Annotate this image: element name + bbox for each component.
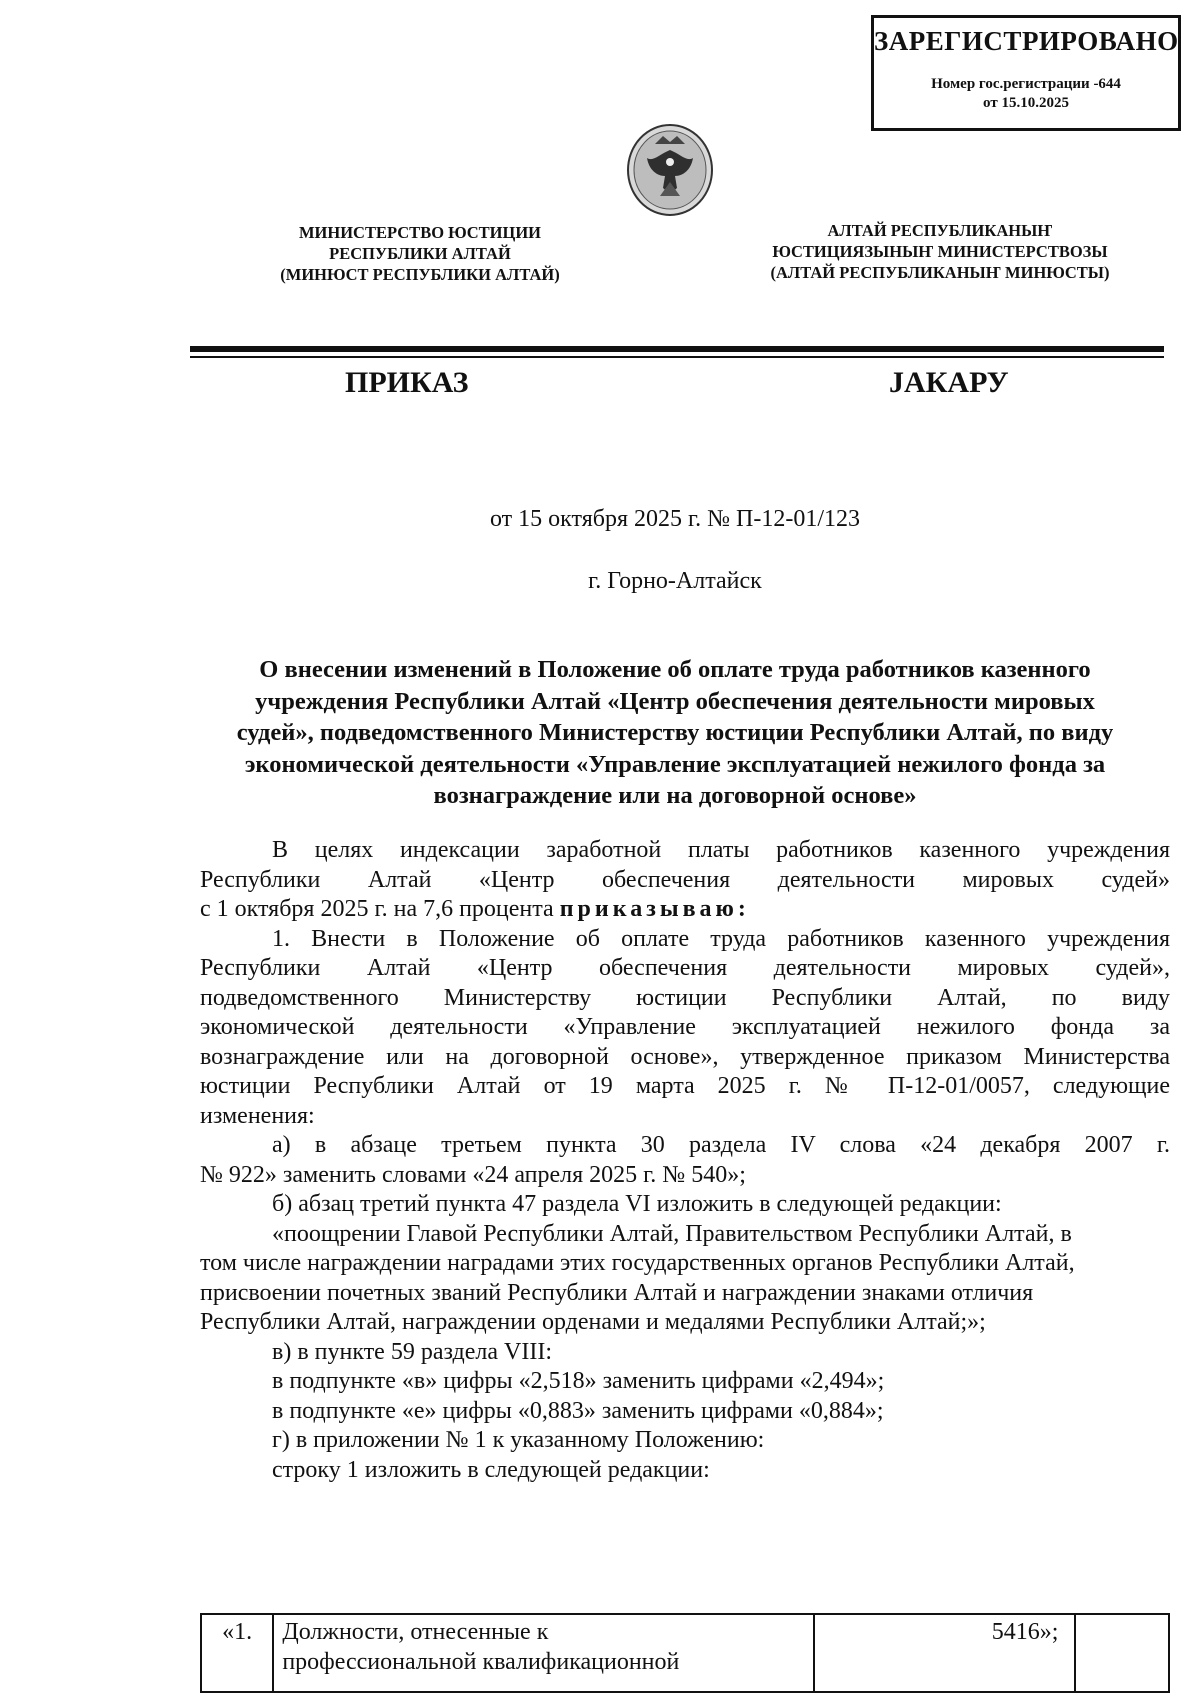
title-line: судей», подведомственного Министерству юстиции Республики Алтай, по виду [236,719,1114,746]
body-line: в) в пункте 59 раздела VIII: [272,1338,552,1365]
body-line: подведомственного Министерству юстиции Республики Алтай, по виду [200,984,1170,1011]
body-line: г) в приложении № 1 к указанному Положению: [272,1427,765,1453]
title-line: О внесении изменений в Положение об оплате труда работников казенного [259,656,1091,683]
header-divider [190,346,1164,352]
body-line: Республики Алтай, награждении орденами и медалями Республики Алтай;»; [200,1309,986,1335]
amendment-table [200,1613,1170,1693]
order-directive: приказываю: [559,896,750,922]
stamp-registration-number: Номер гос.регистрации -644 [931,76,1121,92]
body-line: № 922» заменить словами «24 апреля 2025 г. № 540»; [200,1161,746,1188]
table-cell-value: 5416»; [814,1614,1076,1692]
order-title-altai: JАКАРУ [889,366,1009,399]
table-cell-line: профессиональной квалификационной [282,1649,680,1675]
registration-stamp [871,15,1181,131]
title-line: экономической деятельности «Управление эксплуатацией нежилого фонда за [244,750,1106,778]
order-city: г. Горно-Алтайск [588,568,762,594]
body-line: экономической деятельности «Управление эксплуатацией нежилого фонда за [200,1014,1170,1040]
ministry-header-line: АЛТАЙ РЕСПУБЛИКАНЫҤ [827,221,1053,240]
document-body [200,836,1170,1485]
body-line: Республики Алтай «Центр обеспечения деятельности мировых судей», [200,955,1170,981]
header-divider [190,356,1164,358]
order-date-number: от 15 октября 2025 г. № П-12-01/123 [490,506,860,532]
stamp-registration-date: от 15.10.2025 [983,95,1069,111]
ministry-header-line: ЮСТИЦИЯЗЫНЫҤ МИНИСТЕРСТВОЗЫ [772,242,1108,261]
table-row [201,1614,1169,1692]
body-line: 1. Внести в Положение об оплате труда работников казенного учреждения [272,925,1170,952]
body-line: присвоении почетных званий Республики Алтай и награждении знаками отличия [200,1279,1034,1306]
republic-altai-coat-of-arms-icon [625,122,715,218]
ministry-header-altai [740,220,1140,283]
body-line: Республики Алтай «Центр обеспечения деятельности мировых судей» [200,866,1170,893]
ministry-header-line: РЕСПУБЛИКИ АЛТАЙ [329,244,511,263]
body-line: В целях индексации заработной платы работников казенного учреждения [272,837,1170,863]
document-title [200,654,1150,812]
body-line: «поощрении Главой Республики Алтай, Правительством Республики Алтай, в [272,1220,1072,1247]
ministry-header-line: (МИНЮСТ РЕСПУБЛИКИ АЛТАЙ) [280,265,560,284]
ministry-header-line: МИНИСТЕРСТВО ЮСТИЦИИ [298,223,541,242]
body-line: в подпункте «в» цифры «2,518» заменить цифрами «2,494»; [272,1368,885,1394]
body-line: юстиции Республики Алтай от 19 марта 2025 г. № П-12-01/0057, следующие [200,1073,1170,1099]
body-line: б) абзац третий пункта 47 раздела VI изложить в следующей редакции: [272,1191,1002,1217]
table-cell-number: «1. [201,1614,273,1692]
body-line: а) в абзаце третьем пункта 30 раздела IV слова «24 декабря 2007 г. [272,1132,1170,1158]
table-cell-description [273,1614,813,1692]
body-line: в подпункте «е» цифры «0,883» заменить цифрами «0,884»; [272,1397,884,1424]
body-line: строку 1 изложить в следующей редакции: [272,1456,710,1483]
body-line: том числе награждении наградами этих государственных органов Республики Алтай, [200,1250,1075,1276]
title-line: учреждения Республики Алтай «Центр обеспечения деятельности мировых [255,687,1095,715]
body-line [200,895,1170,925]
ministry-header-russian [255,222,585,285]
stamp-title: ЗАРЕГИСТРИРОВАНО [874,26,1179,56]
body-line: изменения: [200,1102,315,1129]
ministry-header-line: (АЛТАЙ РЕСПУБЛИКАНЫҤ МИНЮСТЫ) [770,263,1110,282]
body-line: вознаграждение или на договорной основе», утвержденное приказом Министерства [200,1043,1170,1070]
table-cell-empty [1075,1614,1169,1692]
table-cell-line: Должности, отнесенные к [282,1619,549,1645]
body-text: с 1 октября 2025 г. на 7,6 процента [200,896,560,922]
order-title-russian: ПРИКАЗ [345,366,469,399]
title-line: вознаграждение или на договорной основе» [433,782,917,809]
